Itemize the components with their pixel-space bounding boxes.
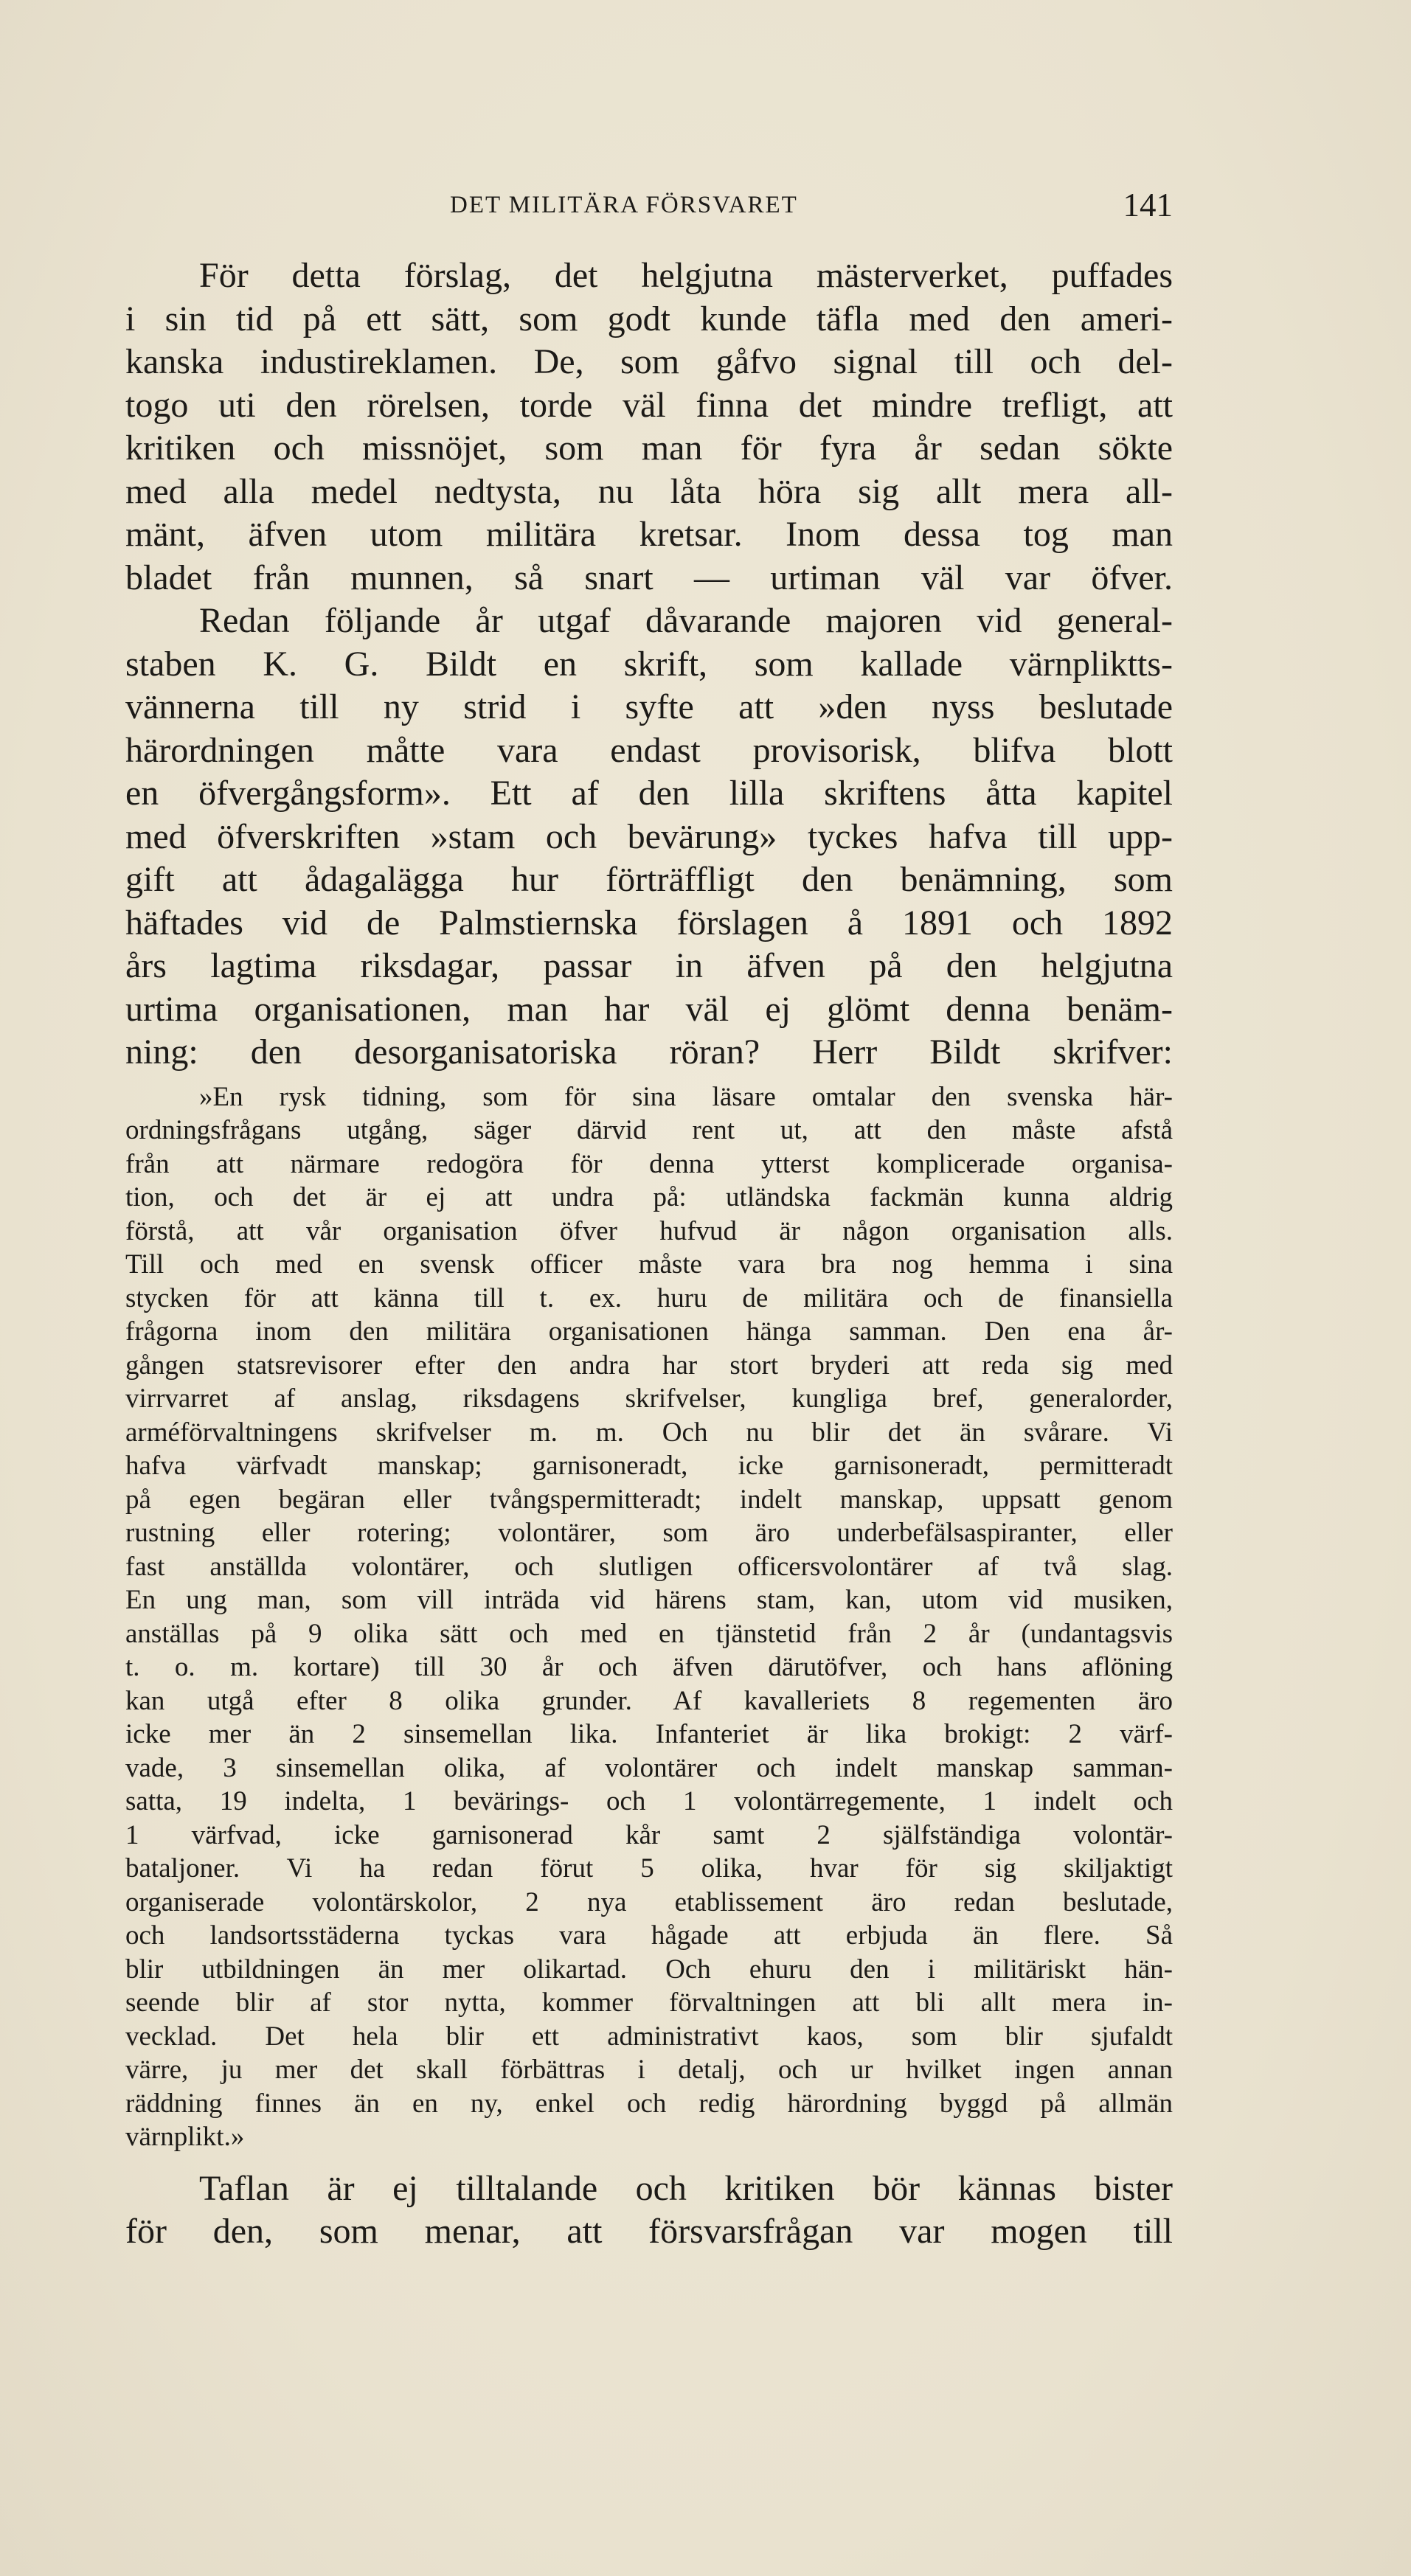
quote-line: stycken för att känna till t. ex. huru de militära och de finansiella: [125, 1282, 1173, 1313]
quote-line: tion, och det är ej att undra på: utländska fackmän kunna aldrig: [125, 1182, 1173, 1212]
quote-line: 1 värfvad, icke garnisonerad kår samt 2 själfständiga volontär-: [125, 1819, 1173, 1850]
paragraph-1: [125, 254, 1173, 600]
text-line: en öfvergångsform». Ett af den lilla skriftens åtta kapitel: [125, 774, 1173, 813]
quote-line: vade, 3 sinsemellan olika, af volontärer och indelt manskap samman-: [125, 1752, 1173, 1783]
text-line: mänt, äfven utom militära kretsar. Inom dessa tog man: [125, 515, 1173, 554]
text-line: ning: den desorganisatoriska röran? Herr Bildt skrifver:: [125, 1032, 1173, 1072]
quote-line: kan utgå efter 8 olika grunder. Af kavalleriets 8 regementen äro: [125, 1685, 1173, 1716]
text-line: års lagtima riksdagar, passar in äfven på den helgjutna: [125, 946, 1173, 985]
quote-line: gången statsrevisorer efter den andra har stort bryderi att reda sig med: [125, 1350, 1173, 1381]
quote-line: arméförvaltningens skrifvelser m. m. Och nu blir det än svårare. Vi: [125, 1417, 1173, 1448]
page-header: [125, 186, 1173, 230]
quote-line: bataljoner. Vi ha redan förut 5 olika, hvar för sig skiljaktigt: [125, 1853, 1173, 1884]
text-line: bladet från munnen, så snart — urtiman väl var öfver.: [125, 558, 1173, 597]
paragraph-2: [125, 600, 1173, 1075]
text-line: med öfverskriften »stam och bevärung» tyckes hafva till upp-: [125, 816, 1173, 856]
quote-line: från att närmare redogöra för denna ytterst komplicerade organisa-: [125, 1148, 1173, 1179]
text-line: med alla medel nedtysta, nu låta höra sig allt mera all-: [125, 471, 1173, 511]
text-line: gift att ådagalägga hur förträffligt den benämning, som: [125, 860, 1173, 899]
text-line: härordningen måtte vara endast provisorisk, blifva blott: [125, 730, 1173, 770]
text-line: häftades vid de Palmstiernska förslagen å 1891 och 1892: [125, 903, 1173, 942]
text-line: för den, som menar, att försvarsfrågan var mogen till: [125, 2212, 1173, 2251]
block-quote: [125, 1080, 1173, 2154]
quote-line: värnplikt.»: [125, 2122, 245, 2152]
text-line: i sin tid på ett sätt, som godt kunde täfla med den ameri-: [125, 299, 1173, 339]
paragraph-3: [125, 2167, 1173, 2254]
text-line: vännerna till ny strid i syfte att »den nyss beslutade: [125, 687, 1173, 726]
quote-line: organiserade volontärskolor, 2 nya etablissement äro redan beslutade,: [125, 1886, 1173, 1917]
quote-line: räddning finnes än en ny, enkel och redig härordning byggd på allmän: [125, 2088, 1173, 2119]
quote-line: värre, ju mer det skall förbättras i detalj, och ur hvilket ingen annan: [125, 2055, 1173, 2085]
quote-line: blir utbildningen än mer olikartad. Och ehuru den i militäriskt hän-: [125, 1954, 1173, 1985]
quote-line: icke mer än 2 sinsemellan lika. Infanteriet är lika brokigt: 2 värf-: [125, 1719, 1173, 1749]
text-line: För detta förslag, det helgjutna mästerverket, puffades: [199, 256, 1173, 295]
quote-line: och landsortsstäderna tyckas vara hågade att erbjuda än flere. Så: [125, 1920, 1173, 1951]
text-line: Redan följande år utgaf dåvarande majoren vid general-: [199, 601, 1173, 640]
quote-line: förstå, att vår organisation öfver hufvud är någon organisation alls.: [125, 1215, 1173, 1246]
quote-line: ordningsfrågans utgång, säger därvid rent ut, att den måste afstå: [125, 1115, 1173, 1145]
quote-line: virrvarret af anslag, riksdagens skrifvelser, kungliga bref, generalorder,: [125, 1384, 1173, 1414]
quote-line: vecklad. Det hela blir ett administrativt kaos, som blir sjufaldt: [125, 2021, 1173, 2052]
page-number: 141: [1123, 187, 1173, 223]
quote-line: rustning eller rotering; volontärer, som äro underbefälsaspiranter, eller: [125, 1518, 1173, 1548]
quote-line: »En rysk tidning, som för sina läsare omtalar den svenska här-: [199, 1081, 1173, 1112]
quote-line: t. o. m. kortare) till 30 år och äfven därutöfver, och hans aflöning: [125, 1652, 1173, 1682]
quote-line: satta, 19 indelta, 1 bevärings- och 1 volontärregemente, 1 indelt och: [125, 1786, 1173, 1816]
text-line: urtima organisationen, man har väl ej glömt denna benäm-: [125, 989, 1173, 1029]
body-text: [125, 254, 1173, 2254]
quote-line: anställas på 9 olika sätt och med en tjänstetid från 2 år (undantagsvis: [125, 1618, 1173, 1649]
text-line: togo uti den rörelsen, torde väl finna det mindre trefligt, att: [125, 385, 1173, 425]
quote-line: frågorna inom den militära organisationen hänga samman. Den ena år-: [125, 1316, 1173, 1347]
running-title: DET MILITÄRA FÖRSVARET: [450, 192, 798, 218]
text-line: kritiken och missnöjet, som man för fyra år sedan sökte: [125, 428, 1173, 468]
quote-line: på egen begäran eller tvångspermitteradt; indelt manskap, uppsatt genom: [125, 1484, 1173, 1515]
quote-line: seende blir af stor nytta, kommer förvaltningen att bli allt mera in-: [125, 1987, 1173, 2018]
quote-line: En ung man, som vill inträda vid härens stam, kan, utom vid musiken,: [125, 1585, 1173, 1615]
quote-line: hafva värfvadt manskap; garnisoneradt, icke garnisoneradt, permitteradt: [125, 1451, 1173, 1481]
text-line: kanska industireklamen. De, som gåfvo signal till och del-: [125, 342, 1173, 381]
text-line: Taflan är ej tilltalande och kritiken bör kännas bister: [199, 2168, 1173, 2208]
quote-line: fast anställda volontärer, och slutligen officersvolontärer af två slag.: [125, 1551, 1173, 1582]
text-line: staben K. G. Bildt en skrift, som kallade värnpliktts-: [125, 644, 1173, 684]
quote-line: Till och med en svensk officer måste vara bra nog hemma i sina: [125, 1249, 1173, 1280]
